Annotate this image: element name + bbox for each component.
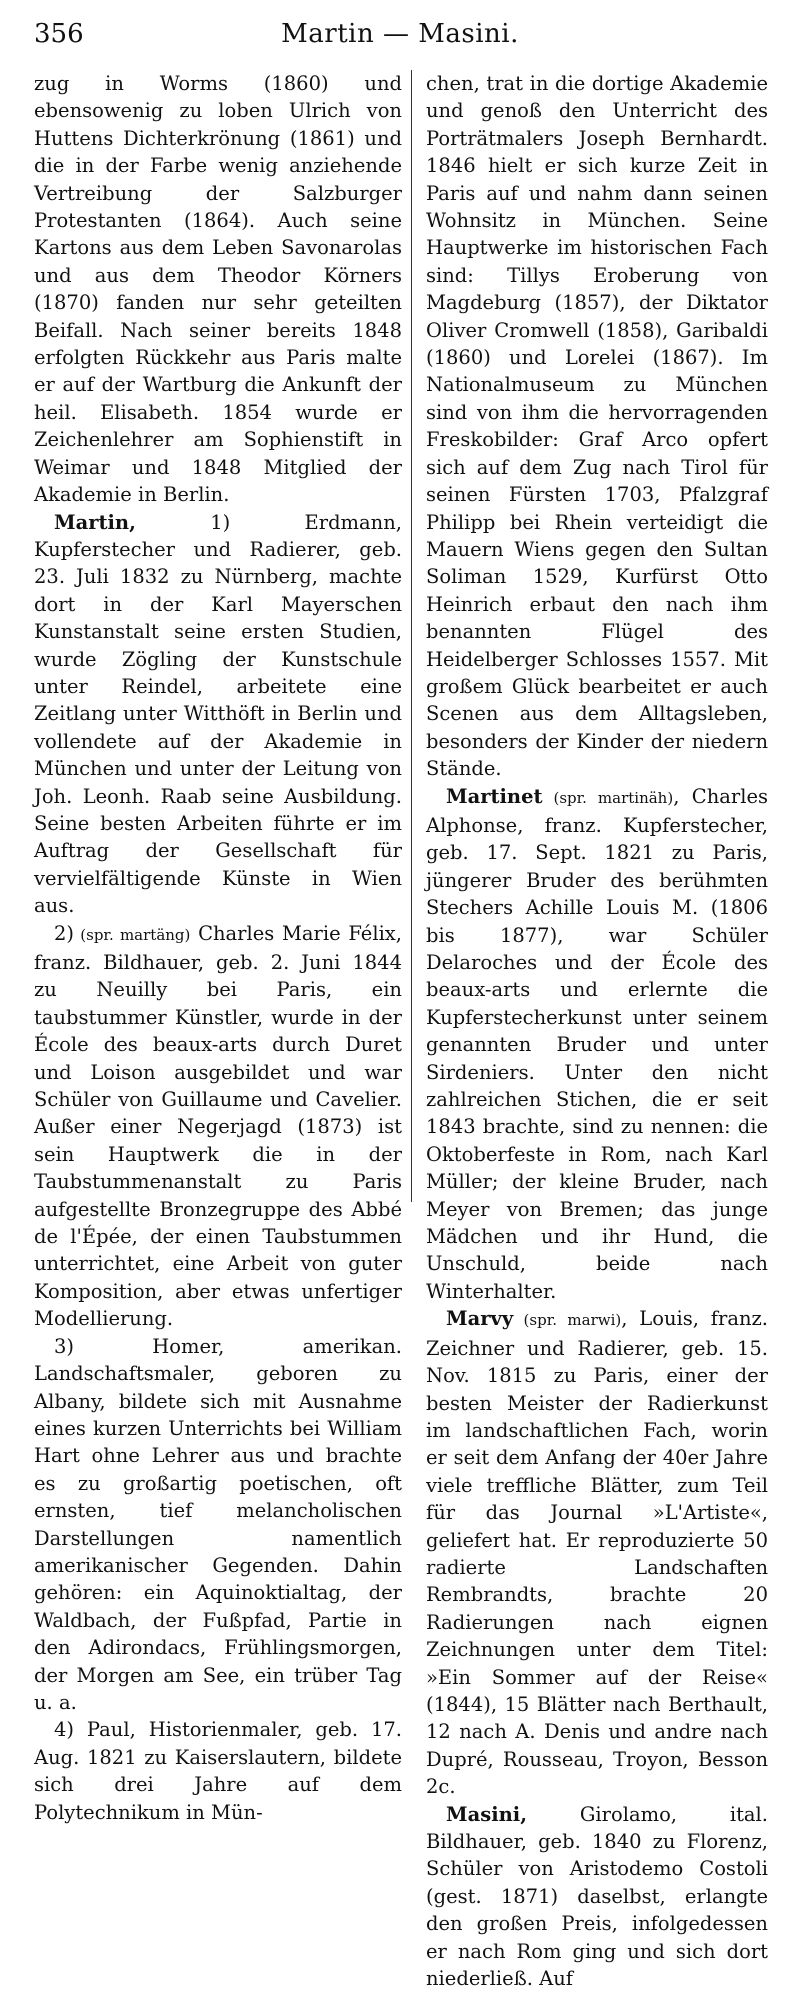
subentry-martin-homer <box>34 1333 402 1717</box>
page-number: 356 <box>34 19 84 49</box>
paragraph-text: chen, trat in die dortige Akademie und genoß den Unterricht des Porträtmalers Joseph Bernhardt. 1846 hielt er sich kurze Zeit in Paris auf und nahm dann seinen Wohnsitz in München. Seine Hauptwerke im historischen Fach sind: Tillys Eroberung von Magdeburg (1857), der Diktator Oliver Cromwell (1858), Garibaldi (1860) und Lorelei (1867). Im Nationalmuseum zu München sind von ihm die hervorragenden Freskobilder: Graf Arco opfert sich auf dem Zug nach Tirol für seinen Fürsten 1703, Pfalzgraf Philipp bei Rhein verteidigt die Mauern Wiens gegen den Sultan Soliman 1529, Kurfürst Otto Heinrich erbaut den nach ihm benannten Flügel des Heidelberger Schlosses 1557. Mit großem Glück bearbeitet er auch Scenen aus dem Alltagsleben, besonders der Kinder der niedern Stände. <box>426 72 768 781</box>
page-header <box>34 12 766 56</box>
subentry-number: 2) <box>54 921 75 945</box>
entry-lemma: Martin, <box>54 510 136 534</box>
entry-text: Paul, Historienmaler, geb. 17. Aug. 1821 zu Kaiserslautern, bildete sich drei Jahre auf dem Polytechnikum in Mün- <box>34 1718 402 1824</box>
left-column <box>34 70 403 1824</box>
running-head: Martin — Masini. <box>281 19 519 49</box>
paragraph-text: zug in Worms (1860) und ebensowenig zu loben Ulrich von Huttens Dichterkrönung (1861) und die in der Farbe wenig anziehende Vertreibung der Salzburger Protestanten (1864). Auch seine Kartons aus dem Leben Savonarolas und aus dem Theodor Körners (1870) fanden nur sehr geteilten Beifall. Nach seiner bereits 1848 erfolgten Rückkehr aus Paris malte er auf der Wartburg die Ankunft der heil. Elisabeth. 1854 wurde er Zeichenlehrer am Sophienstift in Weimar und 1848 Mitglied der Akademie in Berlin. <box>34 72 402 507</box>
right-column <box>426 70 768 1991</box>
column-divider <box>411 70 412 1202</box>
subentry-martin-paul <box>34 1716 402 1826</box>
subentry-number: 4) <box>54 1718 75 1742</box>
pronunciation: (spr. martäng) <box>74 925 191 944</box>
entry-martinet <box>426 783 768 1306</box>
text-columns <box>34 70 770 1991</box>
entry-lemma: Martinet <box>446 784 543 808</box>
entry-text: , Charles Alphonse, franz. Kupferstecher, geb. 17. Sept. 1821 zu Paris, jüngerer Bruder des berühmten Stechers Achille Louis M. (1806 bis 1877), war Schüler Delaroches und der École des beaux-arts und erlernte die Kupferstecherkunst unter seinem genannten Bruder und unter Sirdeniers. Unter den nicht zahlreichen Stichen, die er seit 1843 brachte, sind zu nennen: die Oktoberfeste in Rom, nach Karl Müller; der kleine Bruder, nach Meyer von Bremen; das junge Mädchen und ihr Hund, die Unschuld, beide nach Winterhalter. <box>426 784 768 1303</box>
subentry-number: 3) <box>54 1334 75 1358</box>
entry-martin <box>34 509 402 920</box>
entry-lemma: Masini, <box>446 1802 527 1826</box>
entry-text: , Louis, franz. Zeichner und Radierer, geb. 15. Nov. 1815 zu Paris, einer der besten Meister der Radierkunst im landschaftlichen Fach, worin er seit dem Anfang der 40er Jahre viele treffliche Blätter, zum Teil für das Journal »L'Artiste«, geliefert hat. Er reproduzierte 50 radierte Landschaften Rembrandts, brachte 20 Radierungen nach eignen Zeichnungen unter dem Titel: »Ein Sommer auf der Reise« (1844), 15 Blätter nach Berthault, 12 nach A. Denis und andre nach Dupré, Rousseau, Troyon, Besson 2c. <box>426 1307 768 1799</box>
entry-masini <box>426 1801 768 1992</box>
entry-text: 1) Erdmann, Kupferstecher und Radierer, geb. 23. Juli 1832 zu Nürnberg, machte dort in der Karl Mayerschen Kunstanstalt seine ersten Studien, wurde Zögling der Kunstschule unter Reindel, arbeitete eine Zeitlang unter Witthöft in Berlin und vollendete auf der Akademie in München und unter der Leitung von Joh. Leonh. Raab seine Ausbildung. Seine besten Arbeiten führte er im Auftrag der Gesellschaft für vervielfältigende Künste in Wien aus. <box>34 510 402 918</box>
continued-entry <box>426 70 768 783</box>
pronunciation: (spr. marwi) <box>513 1311 622 1330</box>
entry-text: Homer, amerikan. Landschaftsmaler, geboren zu Albany, bildete sich mit Ausnahme eines kurzen Unterrichts bei William Hart ohne Lehrer aus und brachte es zu großartig poetischen, oft ernsten, tief melancholischen Darstellungen namentlich amerikanischer Gegenden. Dahin gehören: ein Aquinoktialtag, der Waldbach, der Fußpfad, Partie in den Adirondacs, Frühlingsmorgen, der Morgen am See, ein trüber Tag u. a. <box>34 1334 402 1714</box>
pronunciation: (spr. martinäh) <box>542 788 674 807</box>
entry-marvy <box>426 1305 768 1800</box>
entry-text: Girolamo, ital. Bildhauer, geb. 1840 zu Florenz, Schüler von Aristodemo Costoli (gest. 1871) daselbst, erlangte den großen Preis, infolgedessen er nach Rom ging und sich dort niederließ. Auf <box>426 1802 768 1991</box>
entry-text: Charles Marie Félix, franz. Bildhauer, geb. 2. Juni 1844 zu Neuilly bei Paris, ein taubstummer Künstler, wurde in der École des beaux-arts durch Duret und Loison ausgebildet und war Schüler von Guillaume und Cavelier. Außer einer Negerjagd (1873) ist sein Hauptwerk die in der Taubstummenanstalt zu Paris aufgestellte Bronzegruppe des Abbé de l'Épée, der einen Taubstummen unterrichtet, eine Arbeit von guter Komposition, aber etwas unfertiger Modellierung. <box>34 921 403 1331</box>
subentry-martin-charles <box>34 920 402 1333</box>
continued-entry <box>34 70 402 509</box>
entry-lemma: Marvy <box>446 1307 514 1331</box>
